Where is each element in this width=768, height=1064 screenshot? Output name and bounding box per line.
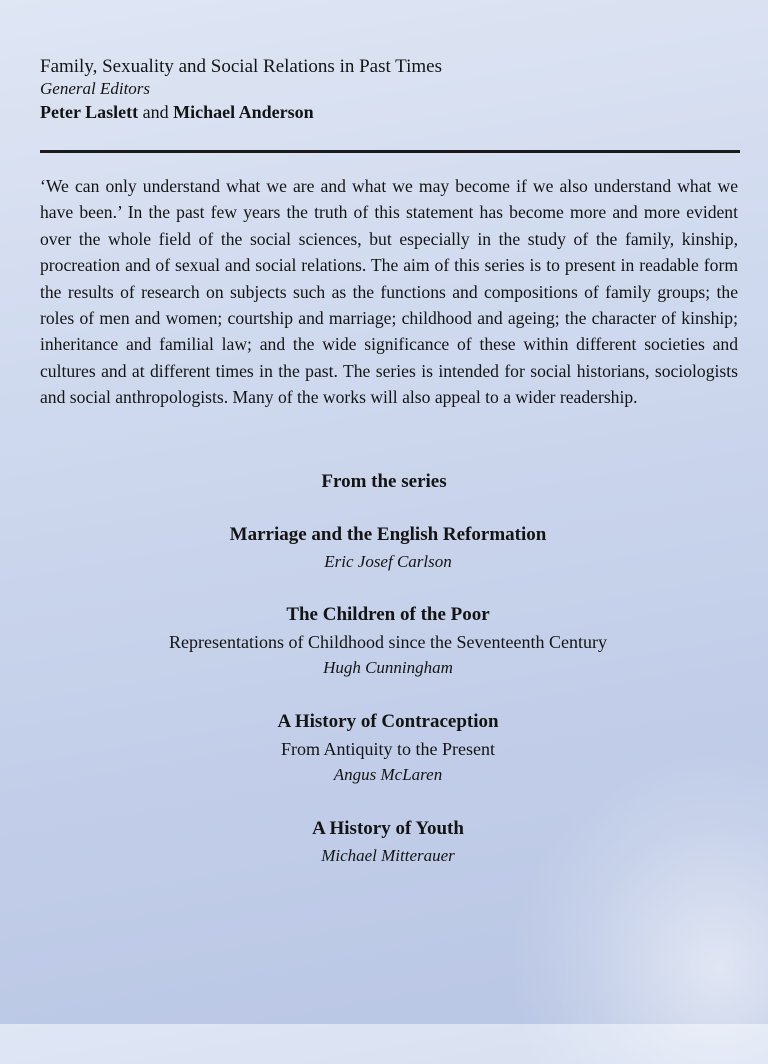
book-author: Michael Mitterauer (321, 846, 455, 865)
book-author: Angus McLaren (333, 765, 443, 784)
editor-name: Michael Anderson (173, 102, 314, 122)
book-title: Marriage and the English Reformation (229, 524, 547, 545)
book-entry (90, 521, 686, 575)
editors-names (40, 99, 740, 125)
book-entry (90, 815, 686, 869)
series-description: ‘We can only understand what we are and what we may become if we also understand what we have been.’ In the past few years the truth of this statement has become more and more evident over the whole field of the social sciences, but especially in the study of the family, kinship, procreation and of sexual and social relations. The aim of this series is to present in readable form the results of research on subjects such as the functions and compositions of family groups; the roles of men and women; courtship and marriage; childhood and ageing; the character of kinship; inheritance and familial law; and the wide significance of these within different societies and cultures and at different times in the past. The series is intended for social historians, sociologists and social anthropologists. Many of the works will also appeal to a wider readership. (40, 176, 738, 408)
book-entry (90, 601, 686, 681)
header-divider (40, 150, 740, 153)
book-subtitle: From Antiquity to the Present (281, 739, 495, 759)
book-entry (90, 708, 686, 788)
book-author: Hugh Cunningham (323, 658, 453, 677)
editor-name: Peter Laslett (40, 102, 139, 122)
light-glare (508, 744, 768, 1064)
book-title: The Children of the Poor (286, 604, 490, 625)
editors-label: General Editors (40, 79, 151, 98)
book-title: A History of Contraception (277, 711, 499, 732)
series-title: Family, Sexuality and Social Relations in Past Times (40, 56, 442, 77)
from-series-heading: From the series (321, 471, 447, 492)
book-subtitle: Representations of Childhood since the Seventeenth Century (169, 632, 607, 652)
book-author: Eric Josef Carlson (324, 552, 452, 571)
editors-conjunction: and (142, 102, 169, 122)
book-title: A History of Youth (312, 818, 464, 839)
series-header (40, 55, 740, 125)
